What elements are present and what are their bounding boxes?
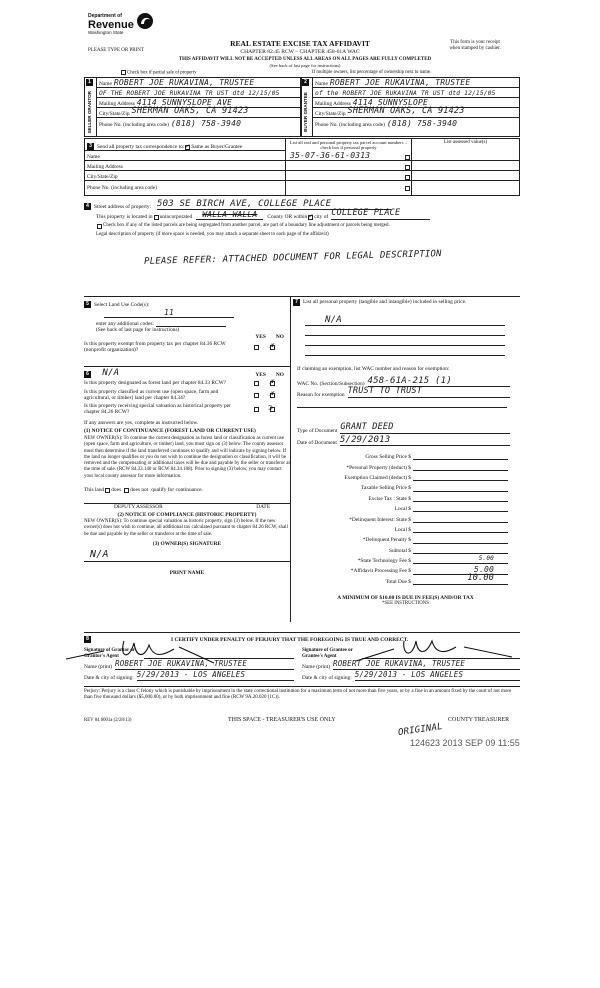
section-number: 5: [84, 301, 91, 308]
does-qualify-checkbox[interactable]: [105, 488, 110, 493]
legal-description-field[interactable]: PLEASE REFER: ATTACHED DOCUMENT FOR LEGAL DESCRIPTION: [143, 249, 442, 267]
receipt-stamp: 124623 2013 SEP 09 11:55: [410, 738, 520, 748]
original-stamp: ORIGINAL: [397, 721, 444, 739]
revenue-swirl-icon: [136, 12, 154, 30]
personal-property-section: 7 List all personal property (tangible and intangible) included in selling price. N/A If claiming an exemption, list WAC number and reason for exemption: WAC No. (Section/Subsection) 458-61A-215 (1) Reason for exemption TRUST TO TRUST Type of Document GRANT DEED Date of Document 5/29/2013 Gross Selling Price $ *Personal Property (deduct) $ Exemption Claimed (deduct) $ Taxable Selling Price $ Excise Tax : State $ Local $ *Delinquent Interest: State $ Local $ *Delinquent Penalty $ Subtotal $ *State Technology Fee $ 5.00 *Affidavit Processing Fee $ 5.00 Total Due $ 10.00 A MINIMUM OF $10.00 IS DUE IN FEE(S) AND/OR TAX *SEE INSTRUCTIONS: [290, 296, 520, 622]
buyer-section: 2 BUYER GRANTEE Name ROBERT JOE RUKAVINA, TRUSTEE of the ROBERT JOE RUKAVINA TR UST dtd 12/15/05 Mailing Address 4114 SUNNYSLOPE City/State/Zip SHERMAN OAKS, CA 91423 Phone No. (including area code) (818) 758-3940: [300, 77, 520, 137]
grantor-name-field[interactable]: ROBERT JOE RUKAVINA, TRUSTEE: [115, 660, 294, 670]
seller-phone-field[interactable]: (818) 758-3940: [170, 118, 242, 128]
exemption-reason-field[interactable]: TRUST TO TRUST: [348, 387, 510, 398]
forest-no-checkbox[interactable]: ✗: [269, 376, 275, 386]
county-treasurer: COUNTY TREASURER: [448, 717, 510, 723]
fee-table: Gross Selling Price $ *Personal Property (deduct) $ Exemption Claimed (deduct) $ Taxable Selling Price $ Excise Tax : State $ Local $ *Delinquent Interest: State $ Local $ *Delinquent Penalty $ Subtotal $ *State Technology Fee $ 5.00 *Affidavit Processing Fee $ 5.00 Total Due $ 10.00: [291, 450, 520, 585]
treasurer-space: THIS SPACE - TREASURER'S USE ONLY: [228, 717, 336, 723]
seller-name-field[interactable]: ROBERT JOE RUKAVINA, TRUSTEE: [113, 77, 255, 87]
section-number: 1: [86, 79, 93, 86]
grantor-date-city-field[interactable]: 5/29/2013 - LOS ANGELES: [137, 671, 294, 681]
land-use-code-field[interactable]: 11: [104, 308, 234, 318]
buyer-name-field[interactable]: ROBERT JOE RUKAVINA, TRUSTEE: [329, 77, 471, 87]
seller-label: SELLER GRANTOR: [87, 90, 93, 134]
historic-no-checkbox[interactable]: ⊃: [268, 402, 274, 412]
wac-number-field[interactable]: 458-61A-215 (1): [368, 376, 510, 387]
section-number: 7: [293, 299, 300, 306]
seller-address-field[interactable]: 4114 SUNNYSLOPE AVE: [136, 97, 233, 107]
section-number: 8: [84, 636, 91, 643]
property-section: 4 Street address of property: 503 SE BIRCH AVE, COLLEGE PLACE This property is located in unincorporated WALLA WALLA County OR within ✓ city of COLLEGE PLACE Check box if any of the listed parcels are being segregated from another parcel, are part of a boundary line adjustment or parcels being merged. Legal description of property (if more space is needed, you may attach a separate sheet to each page of the affidavit) PLEASE REFER: ATTACHED DOCUMENT FOR LEGAL DESCRIPTION: [84, 198, 520, 294]
seller-section: 1 SELLER GRANTOR Name ROBERT JOE RUKAVINA, TRUSTEE OF THE ROBERT JOE RUKAVINA TR UST dtd 12/15/05 Mailing Address 4114 SUNNYSLOPE AVE City/State/Zip SHERMAN OAKS, CA 91423 Phone No. (including area code) (818) 758-3940: [84, 77, 302, 137]
current-use-no-checkbox[interactable]: ✗: [269, 388, 275, 398]
grantee-name-field[interactable]: ROBERT JOE RUKAVINA, TRUSTEE: [333, 660, 520, 670]
does-not-qualify-checkbox[interactable]: [124, 488, 129, 493]
seller-name-field-2[interactable]: OF THE ROBERT JOE RUKAVINA TR UST dtd 12/15/05: [99, 89, 280, 97]
type-or-print: PLEASE TYPE OR PRINT: [88, 48, 144, 53]
seller-city-field[interactable]: SHERMAN OAKS, CA 91423: [131, 106, 249, 117]
document-date-field[interactable]: 5/29/2013: [340, 435, 510, 446]
buyer-address-field[interactable]: 4114 SUNNYSLOPE: [352, 97, 429, 107]
warning-line: THIS AFFIDAVIT WILL NOT BE ACCEPTED UNLESS ALL AREAS ON ALL PAGES ARE FULLY COMPLETED: [178, 57, 432, 62]
certification-section: 8 I CERTIFY UNDER PENALTY OF PERJURY THAT THE FOREGOING IS TRUE AND CORRECT. Signature of Grantor or Grantor's Agent Name (print) ROBERT JOE RUKAVINA, TRUSTEE Date & city of signing: 5/29/2013 - LOS ANGELES Signature of Grantee or Grantee's Agent Name (print) ROBERT JOE RUKAVINA, TRUSTEE Date & city of signing: 5/29/2013 - LOS ANGELES Perjury: Perjury is a class C felony which is punishable by imprisonment in the state correctional institution for a maximum term of not more than five years, or by a fine in an amount fixed by the court of not more than five thousand dollars ($5,000.00), or by both imprisonment and fine (RCW 9A.20.020 (1C)).: [84, 632, 520, 712]
multiple-owners-note: If multiple owners, list percentage of ownership next to name.: [312, 70, 432, 75]
technology-fee-value[interactable]: 5.00: [478, 555, 494, 563]
buyer-name-field-2[interactable]: of the ROBERT JOE RUKAVINA TR UST dtd 12/15/05: [315, 89, 496, 97]
processing-fee-value[interactable]: 5.00: [473, 564, 494, 574]
buyer-label: BUYER GRANTEE: [303, 92, 309, 132]
total-due-value[interactable]: 10.00: [467, 573, 494, 584]
document-type-field[interactable]: GRANT DEED: [340, 423, 510, 434]
historic-yes-checkbox[interactable]: [254, 407, 259, 412]
partial-sale-checkbox[interactable]: [121, 70, 126, 75]
receipt-note: This form is your receipt when stamped by cashier.: [449, 40, 501, 51]
owner-signature-field[interactable]: N/A: [90, 548, 109, 560]
unincorporated-checkbox[interactable]: [154, 215, 159, 220]
form-title: REAL ESTATE EXCISE TAX AFFIDAVIT CHAPTER 82.45 RCW – CHAPTER 458-61A WAC: [230, 39, 370, 55]
street-address-field[interactable]: 503 SE BIRCH AVE, COLLEGE PLACE: [157, 199, 391, 210]
section-number: 2: [302, 79, 309, 86]
correspondence-section: 3 Send all property tax correspondence to: ✓ Same as Buyer/Grantee Name Mailing Address City/State/Zip Phone No. (including area code) List all real and personal property tax parcel account numbers – check box if personal property 35-07-36-61-0313 List assessed value(s): [84, 138, 520, 196]
county-field[interactable]: WALLA WALLA: [196, 210, 263, 220]
parcel-number-field[interactable]: 35-07-36-61-0313: [290, 150, 371, 160]
grantor-signature-scribble: [64, 637, 224, 667]
exempt-yes-checkbox[interactable]: [254, 345, 259, 350]
city-field[interactable]: COLLEGE PLACE: [331, 209, 430, 220]
section-number: 3: [87, 143, 94, 150]
land-use-section: 5 Select Land Use Code(s): 11 enter any additional codes: (See back of last page for instructions) YES NO Is this property exempt from property tax per chapter 84.36 RCW (nonprofit organization)? ✗: [84, 296, 290, 364]
personal-property-checkbox-2[interactable]: [405, 165, 410, 170]
forest-yes-checkbox[interactable]: [254, 381, 259, 386]
grantee-date-city-field[interactable]: 5/29/2013 - LOS ANGELES: [355, 671, 520, 681]
see-back: (See back of last page for instructions): [269, 63, 341, 68]
current-use-yes-checkbox[interactable]: [254, 393, 259, 398]
personal-property-checkbox-1[interactable]: [405, 155, 410, 160]
section-number: 4: [84, 203, 91, 210]
section6-value[interactable]: N/A: [102, 367, 120, 378]
exempt-no-checkbox[interactable]: ✗: [269, 340, 275, 350]
revenue-logo: Department of Revenue Washington State: [88, 14, 158, 46]
segregated-checkbox[interactable]: [97, 224, 102, 229]
same-as-buyer-checkbox[interactable]: ✓: [185, 142, 190, 150]
city-checkbox[interactable]: ✓: [308, 212, 313, 220]
personal-property-field[interactable]: N/A: [305, 315, 505, 326]
buyer-city-field[interactable]: SHERMAN OAKS, CA 91423: [347, 106, 465, 117]
buyer-phone-field[interactable]: (818) 758-3940: [386, 118, 458, 128]
personal-property-checkbox-4[interactable]: [405, 186, 410, 191]
perjury-note: Perjury: Perjury is a class C felony which is punishable by imprisonment in the state correctional institution for a maximum term of not more than five years, or by a fine in an amount fixed by the court of not more than five thousand dollars ($5,000.00), or by both imprisonment and fine (RCW 9A.20.020 (1C)).: [84, 686, 520, 701]
forest-land-section: 6 N/A YES NO Is this property designated as forest land per chapter 84.33 RCW? ✗ Is this property classified as current use (open space, farm and agricultural, or timber) land per chapter 84.34? ✗ Is this property receiving special valuation as historical property per chapter 84.26 RCW? ⊃ If any answers are yes, complete as instructed below. (1) NOTICE OF CONTINUANCE (FOREST LAND OR CURRENT USE) NEW OWNER(S): To continue the current designation as forest land or classification as current use (open space, farm and agriculture, or timber) land, you must sign on (3) below. The county assessor must then determine if the land transferred continues to qualify and will indicate by signing below. If the land no longer qualifies or you do not wish to continue the designation or classification, it will be removed and the compensating or additional taxes will be due and payable by the seller or transferor at the time of sale. (RCW 84.33.140 or RCW 84.34.108). Prior to signing (3) below, you may contact your local county assessor for more information. This land does does not qualify for continuance. DEPUTY ASSESSOR DATE (2) NOTICE OF COMPLIANCE (HISTORIC PROPERTY) NEW OWNER(S): To continue special valuation as historic property, sign (3) below. If the new owner(s) does not wish to continue, all additional tax calculated pursuant to chapter 84.26 RCW, shall be due and payable by the seller or transferor at the time of sale. (3) OWNER(S) SIGNATURE N/A PRINT NAME: [84, 366, 290, 622]
grantee-signature-scribble: [354, 635, 514, 665]
partial-sale: Check box if partial sale of property: [120, 70, 197, 76]
section-number: 6: [84, 371, 91, 378]
personal-property-checkbox-3[interactable]: [405, 175, 410, 180]
revision-code: REV 84 0001a (2/28/13): [84, 718, 132, 723]
